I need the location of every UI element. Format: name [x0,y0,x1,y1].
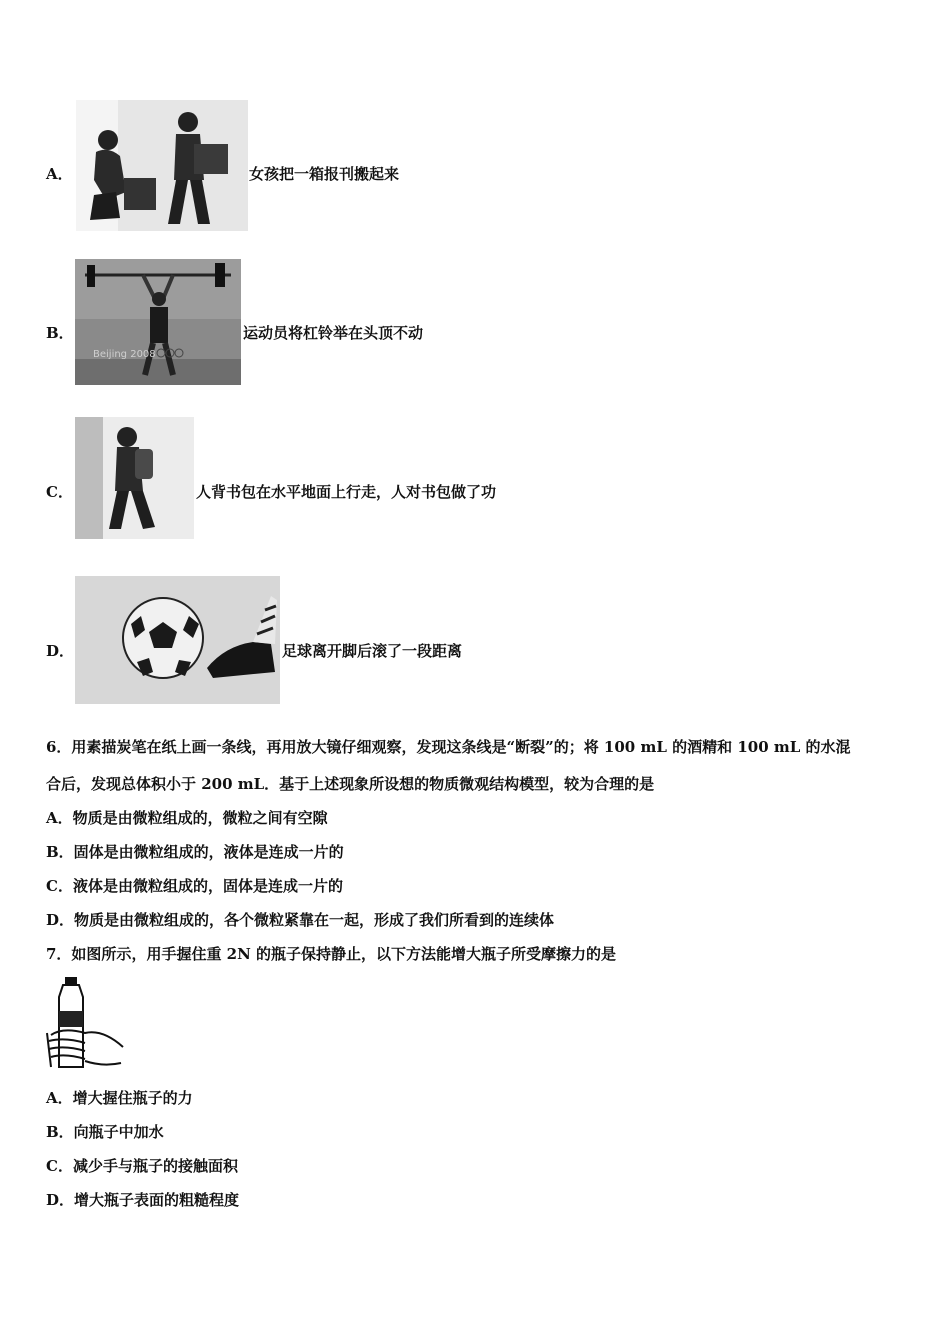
q6-option-b: B．固体是由微粒组成的，液体是连成一片的 [46,843,344,861]
girl-lifting-box-image [76,100,248,231]
option-c-text: 人背书包在水平地面上行走，人对书包做了功 [196,483,497,501]
weightlifter-image [75,259,241,385]
q6-option-d: D．物质是由微粒组成的，各个微粒紧靠在一起，形成了我们所看到的连续体 [46,911,555,929]
q7-option-c: C．减少手与瓶子的接触面积 [46,1157,238,1175]
option-b-label: B． [46,324,74,342]
photo-caption: Beijing 2008 [93,349,156,360]
q6-stem-line2: 合后，发现总体积小于 200 mL．基于上述现象所设想的物质微观结构模型，较为合理的是 [46,775,655,793]
option-d-text: 足球离开脚后滚了一段距离 [282,642,463,660]
option-b-text: 运动员将杠铃举在头顶不动 [243,324,424,342]
option-c-label: C． [46,483,73,501]
hand-holding-bottle-image [45,975,127,1075]
option-d-label: D． [46,642,75,660]
q7-stem: 7．如图所示，用手握住重 2N 的瓶子保持静止，以下方法能增大瓶子所受摩擦力的是 [46,945,617,963]
q6-option-c: C．液体是由微粒组成的，固体是连成一片的 [46,877,343,895]
option-a-label: A． [46,165,73,183]
soccer-ball-kick-image [75,576,280,704]
q7-option-b: B．向瓶子中加水 [46,1123,164,1141]
q7-option-d: D．增大瓶子表面的粗糙程度 [46,1191,240,1209]
option-a-text: 女孩把一箱报刊搬起来 [249,165,400,183]
q6-option-a: A．物质是由微粒组成的，微粒之间有空隙 [46,809,328,827]
q6-stem-line1: 6．用素描炭笔在纸上画一条线，再用放大镜仔细观察，发现这条线是“断裂”的；将 100 mL 的酒精和 100 mL 的水混 [46,738,851,756]
q7-option-a: A．增大握住瓶子的力 [46,1089,193,1107]
person-with-backpack-image [75,417,194,539]
